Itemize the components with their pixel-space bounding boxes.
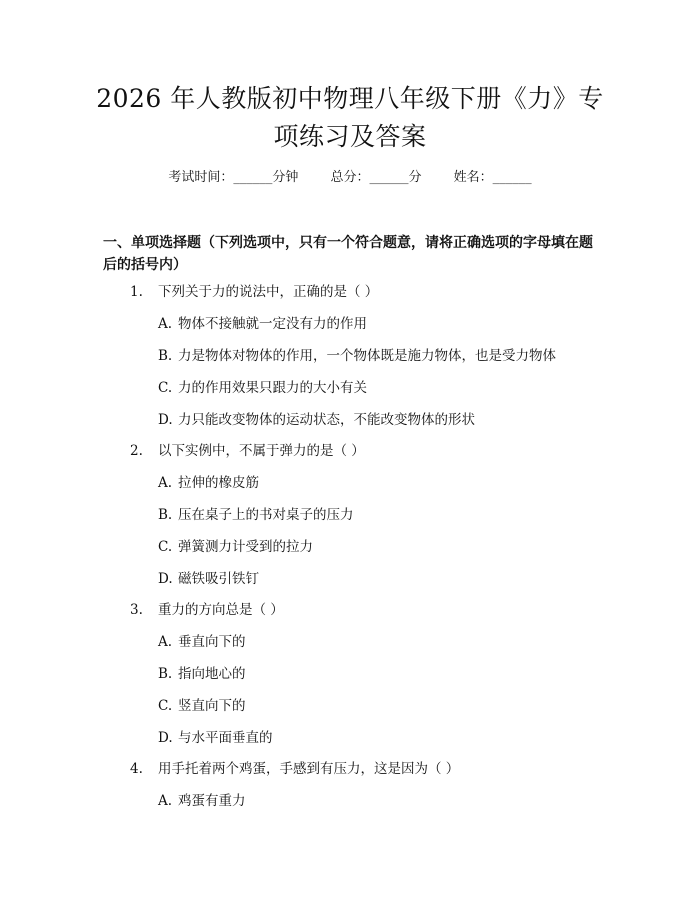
question-number: 3. [130,602,143,618]
question-1-option-d [158,410,475,430]
option-text: 力只能改变物体的运动状态，不能改变物体的形状 [178,412,475,428]
question-1-option-a [158,314,367,334]
question-1 [130,282,378,302]
option-letter: C. [158,698,173,714]
option-letter: A. [158,475,173,491]
question-3 [130,600,284,620]
question-3-option-a [158,632,246,652]
option-text: 垂直向下的 [178,634,246,650]
section-heading: 一、单项选择题（下列选项中，只有一个符合题意，请将正确选项的字母填在题后的括号内） [103,235,593,273]
exam-info-row [0,168,700,188]
question-2-option-d [158,569,259,589]
question-3-option-d [158,728,273,748]
question-text: 下列关于力的说法中，正确的是（ ） [158,284,379,300]
question-4-option-a [158,791,246,811]
option-text: 力是物体对物体的作用，一个物体既是施力物体，也是受力物体 [178,348,556,364]
question-3-option-b [158,664,246,684]
question-2-option-b [158,505,354,525]
option-letter: C. [158,539,173,555]
option-letter: A. [158,793,173,809]
title-line-2: 项练习及答案 [273,122,427,151]
option-letter: D. [158,730,173,746]
option-letter: B. [158,507,173,523]
option-letter: B. [158,666,173,682]
option-text: 力的作用效果只跟力的大小有关 [178,380,367,396]
total-score-field: 总分：______分 [330,170,422,185]
exam-time-field: 考试时间：______分钟 [168,170,299,185]
option-letter: A. [158,634,173,650]
option-text: 指向地心的 [178,666,246,682]
option-text: 磁铁吸引铁钉 [178,571,259,587]
question-number: 1. [130,284,143,300]
option-letter: D. [158,412,173,428]
question-1-option-c [158,378,367,398]
question-text: 重力的方向总是（ ） [158,602,284,618]
option-letter: A. [158,316,173,332]
question-2-option-c [158,537,313,557]
option-text: 拉伸的橡皮筋 [178,475,259,491]
option-text: 与水平面垂直的 [178,730,273,746]
option-letter: C. [158,380,173,396]
question-2-option-a [158,473,259,493]
option-text: 弹簧测力计受到的拉力 [178,539,313,555]
option-letter: D. [158,571,173,587]
option-text: 压在桌子上的书对桌子的压力 [178,507,354,523]
option-text: 物体不接触就一定没有力的作用 [178,316,367,332]
option-letter: B. [158,348,173,364]
question-text: 用手托着两个鸡蛋，手感到有压力，这是因为（ ） [158,761,460,777]
question-2 [130,441,365,461]
question-3-option-c [158,696,246,716]
student-name-field: 姓名：______ [453,170,532,185]
option-text: 鸡蛋有重力 [178,793,246,809]
question-text: 以下实例中，不属于弹力的是（ ） [158,443,365,459]
question-1-option-b [158,346,556,366]
document-title [40,80,660,156]
option-text: 竖直向下的 [178,698,246,714]
question-number: 2. [130,443,143,459]
title-line-1: 2026 年人教版初中物理八年级下册《力》专 [96,84,604,113]
question-number: 4. [130,761,143,777]
question-4 [130,759,459,779]
